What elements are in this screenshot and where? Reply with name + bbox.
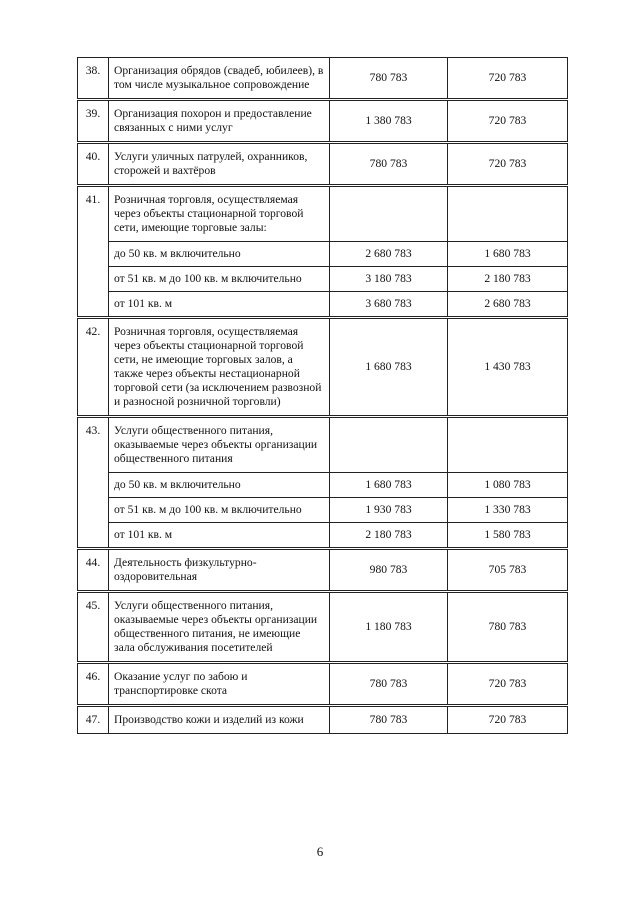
table-row	[78, 663, 568, 706]
subrow-value-1: 3 180 783	[330, 267, 448, 292]
row-value-2: 1 430 783	[448, 318, 568, 417]
row-value-2	[448, 186, 568, 242]
row-value-1: 980 783	[330, 549, 448, 592]
row-value-2: 720 783	[448, 100, 568, 143]
tariff-table	[77, 57, 568, 734]
row-value-1: 1 180 783	[330, 592, 448, 663]
row-value-1: 1 380 783	[330, 100, 448, 143]
row-value-2: 705 783	[448, 549, 568, 592]
subrow-description: до 50 кв. м включительно	[109, 473, 330, 498]
subrow-description: от 51 кв. м до 100 кв. м включительно	[109, 498, 330, 523]
subrow-value-1: 2 180 783	[330, 523, 448, 549]
table-row	[78, 143, 568, 186]
row-number: 40.	[78, 143, 109, 186]
row-value-1: 780 783	[330, 663, 448, 706]
subrow-description: от 101 кв. м	[109, 292, 330, 318]
row-value-2: 720 783	[448, 663, 568, 706]
row-value-1	[330, 417, 448, 473]
row-value-1: 1 680 783	[330, 318, 448, 417]
row-value-2: 780 783	[448, 592, 568, 663]
row-value-2: 720 783	[448, 58, 568, 100]
table-row	[78, 549, 568, 592]
row-value-2: 720 783	[448, 706, 568, 734]
row-value-2: 720 783	[448, 143, 568, 186]
subrow-value-1: 1 930 783	[330, 498, 448, 523]
table-row	[78, 186, 568, 242]
table-row	[78, 706, 568, 734]
subrow-value-2: 2 680 783	[448, 292, 568, 318]
row-description: Организация похорон и предоставление связанных с ними услуг	[109, 100, 330, 143]
table-subrow	[78, 267, 568, 292]
row-description: Услуги общественного питания, оказываемые через объекты организации общественного питания, не имеющие зала обслуживания посетителей	[109, 592, 330, 663]
table-subrow	[78, 523, 568, 549]
row-number: 38.	[78, 58, 109, 100]
row-description: Услуги общественного питания, оказываемые через объекты организации общественного питания	[109, 417, 330, 473]
table-row	[78, 58, 568, 100]
subrow-value-2: 1 330 783	[448, 498, 568, 523]
subrow-value-1: 2 680 783	[330, 242, 448, 267]
row-description: Розничная торговля, осуществляемая через объекты стационарной торговой сети, не имеющие торговых залов, а также через объекты нестационарной торговой сети (за исключением развозной и разносной розничной торговли)	[109, 318, 330, 417]
row-description: Услуги уличных патрулей, охранников, сторожей и вахтёров	[109, 143, 330, 186]
subrow-description: от 101 кв. м	[109, 523, 330, 549]
row-value-1	[330, 186, 448, 242]
row-description: Розничная торговля, осуществляемая через объекты стационарной торговой сети, имеющие торговые залы:	[109, 186, 330, 242]
row-value-2	[448, 417, 568, 473]
row-number: 42.	[78, 318, 109, 417]
subrow-description: до 50 кв. м включительно	[109, 242, 330, 267]
row-number: 46.	[78, 663, 109, 706]
table-subrow	[78, 292, 568, 318]
subrow-value-2: 1 080 783	[448, 473, 568, 498]
table-row	[78, 417, 568, 473]
row-description: Организация обрядов (свадеб, юбилеев), в том числе музыкальное сопровождение	[109, 58, 330, 100]
row-number: 41.	[78, 186, 109, 318]
row-number: 39.	[78, 100, 109, 143]
subrow-value-1: 3 680 783	[330, 292, 448, 318]
subrow-value-2: 1 680 783	[448, 242, 568, 267]
table-row	[78, 100, 568, 143]
row-number: 47.	[78, 706, 109, 734]
row-number: 44.	[78, 549, 109, 592]
subrow-value-2: 1 580 783	[448, 523, 568, 549]
row-number: 45.	[78, 592, 109, 663]
row-number: 43.	[78, 417, 109, 549]
subrow-value-2: 2 180 783	[448, 267, 568, 292]
row-value-1: 780 783	[330, 706, 448, 734]
subrow-description: от 51 кв. м до 100 кв. м включительно	[109, 267, 330, 292]
page-number: 6	[316, 844, 324, 859]
table-row	[78, 592, 568, 663]
row-value-1: 780 783	[330, 58, 448, 100]
table-subrow	[78, 242, 568, 267]
row-description: Оказание услуг по забою и транспортировке скота	[109, 663, 330, 706]
row-description: Деятельность физкультурно-оздоровительная	[109, 549, 330, 592]
row-description: Производство кожи и изделий из кожи	[109, 706, 330, 734]
subrow-value-1: 1 680 783	[330, 473, 448, 498]
row-value-1: 780 783	[330, 143, 448, 186]
table-subrow	[78, 473, 568, 498]
table-subrow	[78, 498, 568, 523]
table-row	[78, 318, 568, 417]
